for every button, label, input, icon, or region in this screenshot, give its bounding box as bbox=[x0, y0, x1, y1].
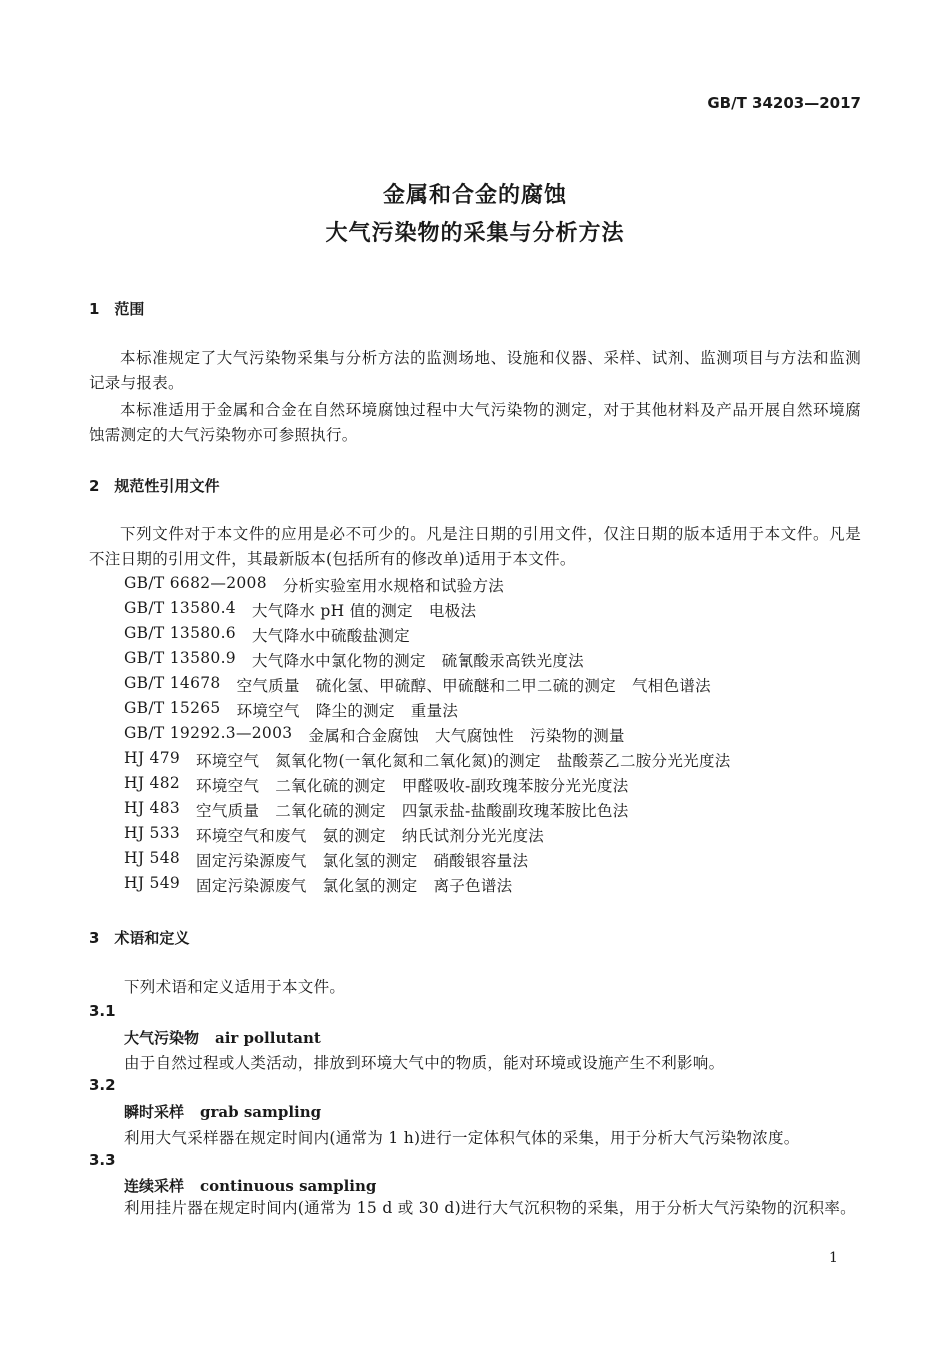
section-2-heading: 2 规范性引用文件 bbox=[89, 477, 220, 495]
reference-code: HJ 548 bbox=[124, 849, 181, 867]
term-chinese: 连续采样 bbox=[124, 1177, 185, 1195]
reference-category: 空气质量 bbox=[236, 677, 300, 695]
reference-item bbox=[124, 649, 584, 671]
section-1-heading: 1 范围 bbox=[89, 300, 145, 318]
reference-method: 污染物的测量 bbox=[530, 727, 625, 745]
reference-method: 气相色谱法 bbox=[631, 677, 711, 695]
term-english: continuous sampling bbox=[200, 1177, 377, 1195]
reference-title: 氯化氢的测定 bbox=[322, 852, 418, 870]
term-chinese: 大气污染物 bbox=[124, 1029, 200, 1047]
reference-code: GB/T 13580.6 bbox=[124, 624, 236, 642]
reference-title: 大气降水中氯化物的测定 bbox=[251, 652, 426, 670]
reference-method: 重量法 bbox=[410, 702, 459, 720]
reference-method: 四氯汞盐-盐酸副玫瑰苯胺比色法 bbox=[401, 802, 629, 820]
reference-category: 金属和合金腐蚀 bbox=[308, 727, 420, 745]
term-heading bbox=[124, 1175, 376, 1196]
reference-item bbox=[124, 599, 476, 621]
reference-method: 甲醛吸收-副玫瑰苯胺分光光度法 bbox=[401, 777, 629, 795]
reference-method: 硫氰酸汞高铁光度法 bbox=[441, 652, 584, 670]
reference-title: 二氧化硫的测定 bbox=[275, 777, 386, 795]
term-english: air pollutant bbox=[215, 1029, 321, 1047]
reference-code: GB/T 13580.4 bbox=[124, 599, 236, 617]
term-english: grab sampling bbox=[200, 1103, 322, 1121]
reference-item bbox=[124, 799, 629, 821]
section-2-intro: 下列文件对于本文件的应用是必不可少的。凡是注日期的引用文件，仅注日期的版本适用于本文件。凡是不注日期的引用文件，其最新版本(包括所有的修改单)适用于本文件。 bbox=[89, 525, 861, 568]
reference-code: HJ 482 bbox=[124, 774, 181, 792]
reference-category: 环境空气 bbox=[196, 752, 260, 770]
reference-method: 离子色谱法 bbox=[433, 877, 513, 895]
reference-item bbox=[124, 749, 731, 771]
standard-number: GB/T 34203—2017 bbox=[707, 94, 861, 112]
reference-code: GB/T 13580.9 bbox=[124, 649, 236, 667]
reference-category: 固定污染源废气 bbox=[196, 852, 307, 870]
reference-title: 大气降水 pH 值的测定 bbox=[251, 602, 413, 620]
reference-method: 纳氏试剂分光光度法 bbox=[401, 827, 545, 845]
term-chinese: 瞬时采样 bbox=[124, 1103, 185, 1121]
reference-category: 固定污染源废气 bbox=[196, 877, 307, 895]
term-number: 3.3 bbox=[89, 1151, 116, 1169]
reference-item bbox=[124, 724, 625, 746]
reference-method: 电极法 bbox=[428, 602, 477, 620]
reference-item bbox=[124, 624, 410, 646]
section-3-heading: 3 术语和定义 bbox=[89, 929, 190, 947]
term-heading bbox=[124, 1101, 321, 1122]
reference-title: 大气腐蚀性 bbox=[435, 727, 515, 745]
reference-category: 环境空气 bbox=[236, 702, 300, 720]
reference-item bbox=[124, 674, 711, 696]
term-number: 3.2 bbox=[89, 1076, 116, 1094]
reference-title: 氯化氢的测定 bbox=[322, 877, 418, 895]
reference-code: HJ 533 bbox=[124, 824, 181, 842]
reference-title: 氨的测定 bbox=[322, 827, 386, 845]
term-heading bbox=[124, 1027, 321, 1048]
reference-title: 硫化氢、甲硫醇、甲硫醚和二甲二硫的测定 bbox=[315, 677, 616, 695]
reference-item bbox=[124, 874, 512, 896]
document-title-line1: 金属和合金的腐蚀 bbox=[382, 183, 567, 208]
reference-item bbox=[124, 849, 528, 871]
reference-code: HJ 479 bbox=[124, 749, 181, 767]
reference-item bbox=[124, 824, 544, 846]
section-1-paragraph-2: 本标准适用于金属和合金在自然环境腐蚀过程中大气污染物的测定，对于其他材料及产品开展自然环境腐蚀需测定的大气污染物亦可参照执行。 bbox=[89, 401, 861, 444]
reference-item bbox=[124, 774, 629, 796]
reference-item bbox=[124, 699, 458, 721]
reference-method: 盐酸萘乙二胺分光光度法 bbox=[556, 752, 731, 770]
reference-title: 二氧化硫的测定 bbox=[275, 802, 386, 820]
reference-title: 大气降水中硫酸盐测定 bbox=[251, 627, 410, 645]
reference-code: HJ 483 bbox=[124, 799, 181, 817]
reference-category: 环境空气和废气 bbox=[196, 827, 307, 845]
term-number: 3.1 bbox=[89, 1002, 116, 1020]
reference-code: GB/T 15265 bbox=[124, 699, 221, 717]
section-3-intro: 下列术语和定义适用于本文件。 bbox=[124, 978, 346, 996]
term-definition: 利用大气采样器在规定时间内(通常为 1 h)进行一定体积气体的采集，用于分析大气污染物浓度。 bbox=[124, 1129, 800, 1147]
reference-code: HJ 549 bbox=[124, 874, 181, 892]
reference-item bbox=[124, 574, 504, 596]
reference-title: 分析实验室用水规格和试验方法 bbox=[282, 577, 505, 595]
reference-category: 环境空气 bbox=[196, 777, 260, 795]
term-definition: 利用挂片器在规定时间内(通常为 15 d 或 30 d)进行大气沉积物的采集，用于分析大气污染物的沉积率。 bbox=[124, 1199, 856, 1217]
reference-title: 氮氧化物(一氧化氮和二氧化氮)的测定 bbox=[275, 752, 541, 770]
reference-code: GB/T 19292.3—2003 bbox=[124, 724, 293, 742]
reference-title: 降尘的测定 bbox=[315, 702, 395, 720]
term-definition: 由于自然过程或人类活动，排放到环境大气中的物质，能对环境或设施产生不利影响。 bbox=[124, 1054, 725, 1072]
document-title-line2: 大气污染物的采集与分析方法 bbox=[325, 221, 625, 246]
reference-code: GB/T 14678 bbox=[124, 674, 221, 692]
reference-code: GB/T 6682—2008 bbox=[124, 574, 267, 592]
page-number: 1 bbox=[829, 1250, 838, 1266]
reference-category: 空气质量 bbox=[196, 802, 260, 820]
section-1-paragraph-1: 本标准规定了大气污染物采集与分析方法的监测场地、设施和仪器、采样、试剂、监测项目与方法和监测记录与报表。 bbox=[89, 349, 861, 392]
reference-method: 硝酸银容量法 bbox=[433, 852, 529, 870]
